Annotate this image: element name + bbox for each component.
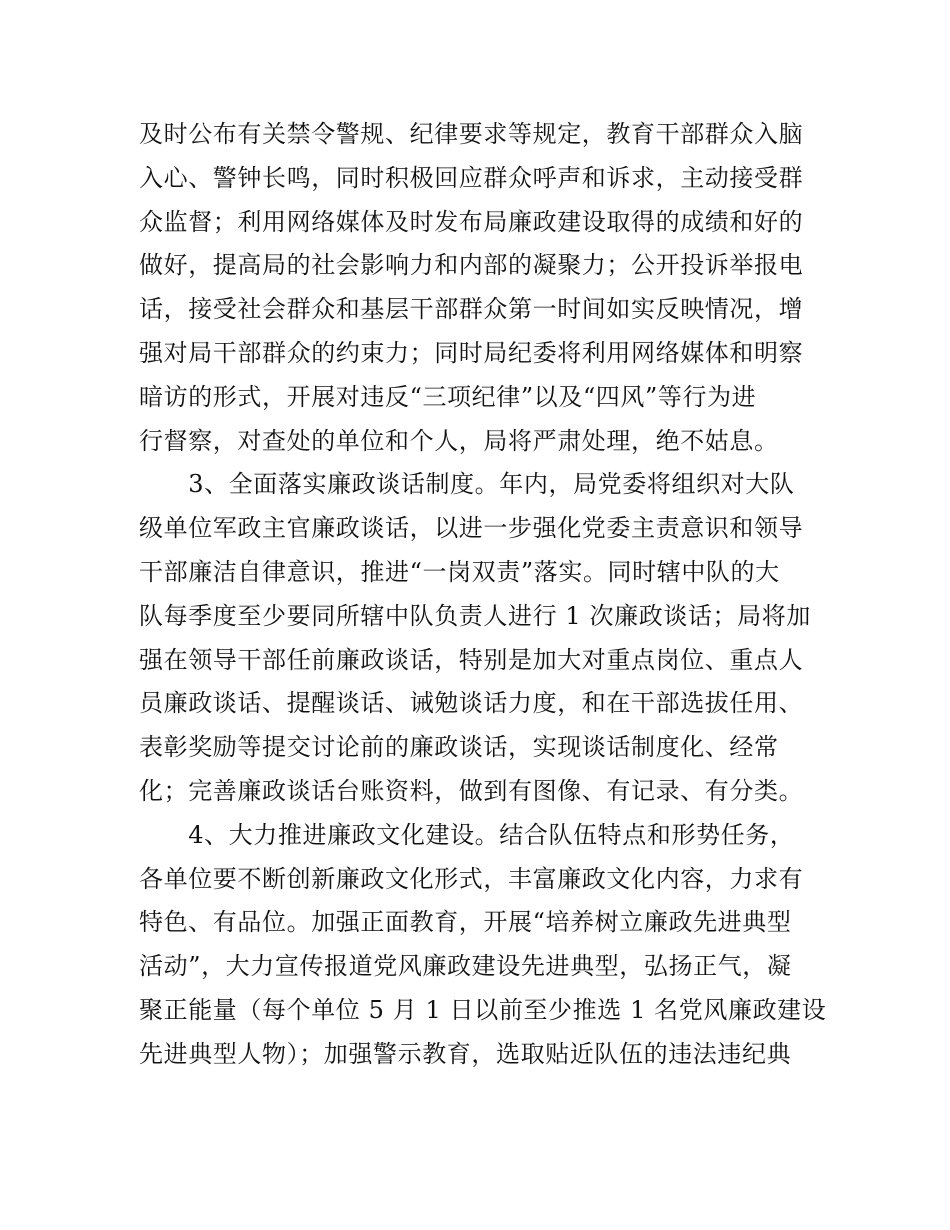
text-line: 级单位军政主官廉政谈话，以进一步强化党委主责意识和领导 [139, 514, 804, 543]
text-line: 员廉政谈话、提醒谈话、诫勉谈话力度，和在干部选拔任用、 [139, 689, 804, 718]
text-line: 干部廉洁自律意识，推进“一岗双责”落实。同时辖中队的大 [139, 557, 780, 586]
text-line: 活动”，大力宣传报道党风廉政建设先进典型，弘扬正气，凝 [139, 952, 792, 981]
text-line: 先进典型人物）；加强警示教育，选取贴近队伍的违法违纪典 [139, 1039, 792, 1068]
text-line: 队每季度至少要同所辖中队负责人进行 1 次廉政谈话；局将加 [139, 601, 811, 630]
text-line: 行督察，对查处的单位和个人，局将严肃处理，绝不姑息。 [139, 426, 779, 455]
text-line: 入心、警钟长鸣，同时积极回应群众呼声和诉求，主动接受群 [139, 163, 804, 192]
text-line: 做好，提高局的社会影响力和内部的凝聚力；公开投诉举报电 [139, 251, 804, 280]
paragraph-3-heading-line: 3、全面落实廉政谈话制度。年内，局党委将组织对大队 [139, 470, 795, 499]
text-line: 话，接受社会群众和基层干部群众第一时间如实反映情况，增 [139, 295, 804, 324]
text-line: 化；完善廉政谈话台账资料，做到有图像、有记录、有分类。 [139, 776, 804, 805]
text-line: 表彰奖励等提交讨论前的廉政谈话，实现谈话制度化、经常 [139, 733, 779, 762]
text-line: 特色、有品位。加强正面教育，开展“培养树立廉政先进典型 [139, 908, 792, 937]
text-line: 强在领导干部任前廉政谈话，特别是加大对重点岗位、重点人 [139, 645, 804, 674]
text-line: 各单位要不断创新廉政文化形式，丰富廉政文化内容，力求有 [139, 864, 804, 893]
text-line: 聚正能量（每个单位 5 月 1 日以前至少推选 1 名党风廉政建设 [139, 995, 827, 1024]
text-line: 及时公布有关禁令警规、纪律要求等规定，教育干部群众入脑 [139, 120, 804, 148]
text-line: 强对局干部群众的约束力；同时局纪委将利用网络媒体和明察 [139, 338, 804, 367]
text-line: 众监督；利用网络媒体及时发布局廉政建设取得的成绩和好的 [139, 207, 804, 236]
text-line: 暗访的形式，开展对违反“三项纪律”以及“四风”等行为进 [139, 382, 757, 411]
body-text [139, 113, 827, 1077]
paragraph-4-heading-line: 4、大力推进廉政文化建设。结合队伍特点和形势任务， [139, 820, 795, 849]
